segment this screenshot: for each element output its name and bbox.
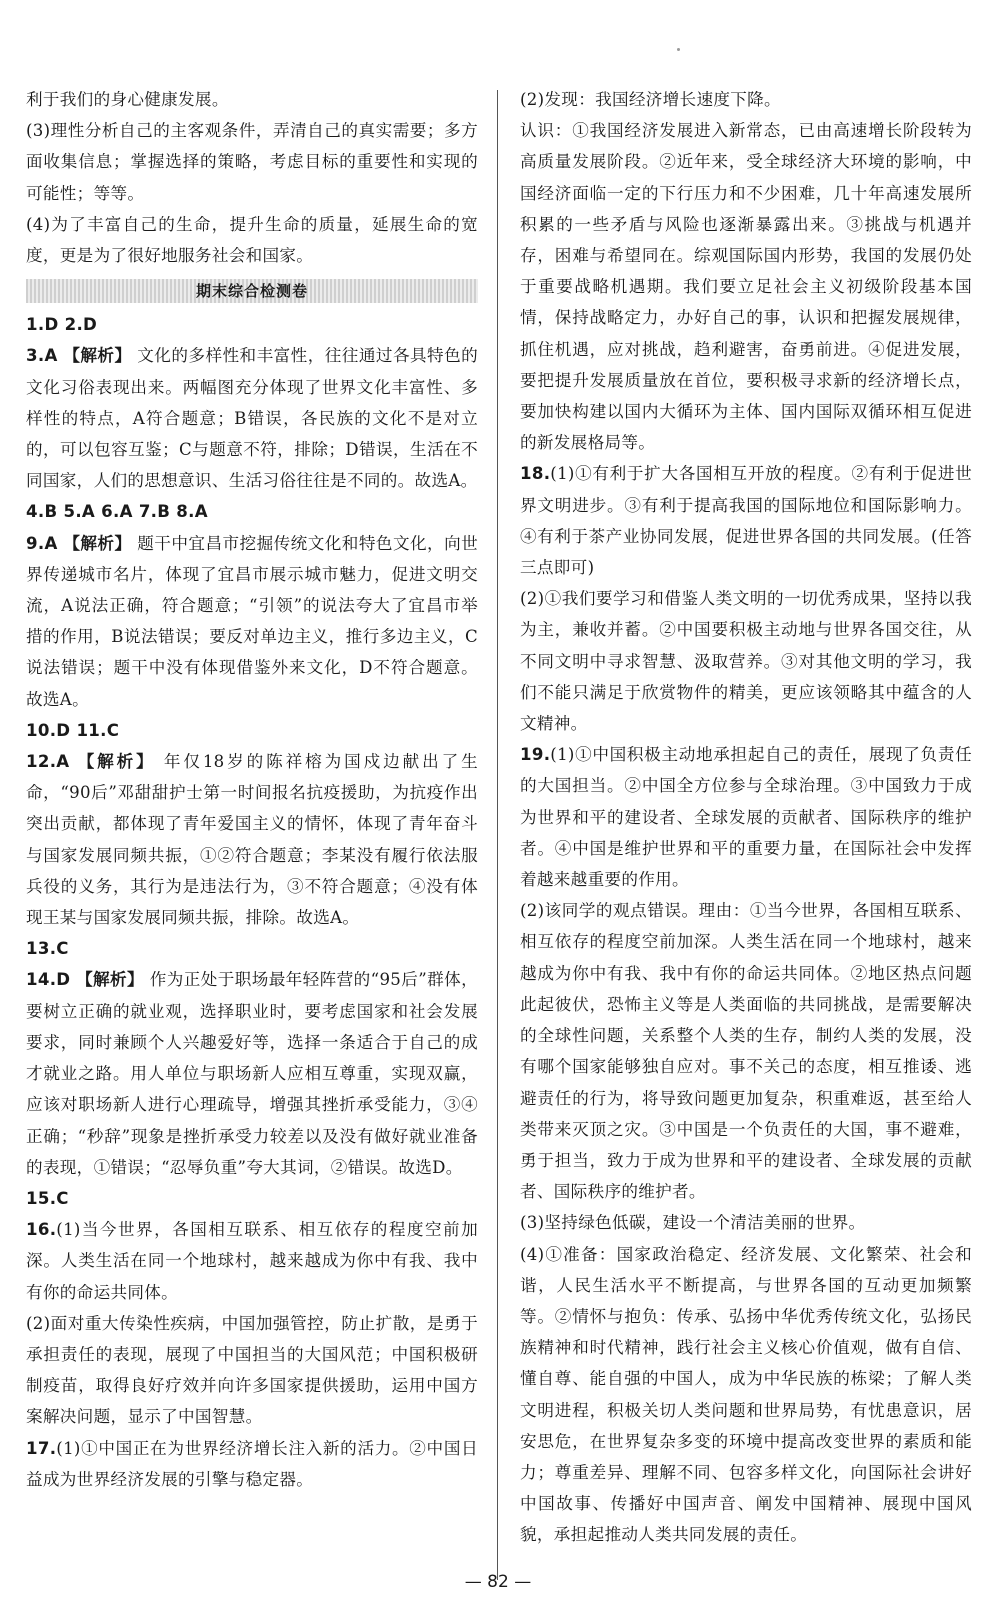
answer-text: (1)①中国积极主动地承担起自己的责任，展现了负责任的大国担当。②中国全方位参与全球治理。③中国致力于成为世界和平的建设者、全球发展的贡献者、国际秩序的维护者。④中国是维护世界和平的重要力量，在国际社会中发挥着越来越重要的作用。 bbox=[520, 745, 972, 890]
question-number: 9. bbox=[26, 533, 45, 553]
question-number: 10. bbox=[26, 720, 57, 740]
answer-paragraph: (3)坚持绿色低碳，建设一个清洁美丽的世界。 bbox=[520, 1213, 866, 1233]
question-number: 17. bbox=[26, 1438, 57, 1458]
answer-item bbox=[26, 933, 478, 964]
question-number: 15. bbox=[26, 1188, 57, 1208]
answer-choice: A bbox=[44, 346, 58, 366]
answer-item bbox=[26, 746, 478, 933]
question-number: 4. bbox=[26, 502, 45, 522]
answer-text: 文化的多样性和丰富性，往往通过各具特色的文化习俗表现出来。两幅图充分体现了世界文化丰富性、多样性的特点，A符合题意；B错误，各民族的文化不是对立的，可以包容互鉴；C与题意不符，排除；D错误，生活在不同国家，人们的思想意识、生活习俗往往是不同的。故选A。 bbox=[26, 346, 479, 491]
answer-paragraph: (2)①我们要学习和借鉴人类文明的一切优秀成果，坚持以我为主，兼收并蓄。②中国要积极主动地与世界各国交往，从不同文明中寻求智慧、汲取营养。③对其他文明的学习，我们不能只满足于欣赏物件的精美，更应该领略其中蕴含的人文精神。 bbox=[520, 589, 972, 734]
question-number: 14. bbox=[26, 970, 57, 990]
more-answers: 5.A 6.A 7.B 8.A bbox=[57, 502, 208, 522]
question-number: 18. bbox=[520, 464, 551, 484]
answer-text: (1)①有利于扩大各国相互开放的程度。②有利于促进世界文明进步。③有利于提高我国的国际地位和国际影响力。④有利于茶产业协同发展，促进世界各国的共同发展。(任答三点即可) bbox=[520, 464, 972, 578]
answer-choice: D bbox=[56, 720, 71, 740]
answer-choice: C bbox=[56, 1188, 69, 1208]
right-column bbox=[520, 84, 972, 1551]
answer-text: 作为正处于职场最年轻阵营的“95后”群体，要树立正确的就业观，选择职业时，要考虑国家和社会发展要求，同时兼顾个人兴趣爱好等，选择一条适合于自己的成才就业之路。用人单位与职场新人应相互尊重，实现双赢，应该对职场新人进行心理疏导，增强其挫折承受能力，③④正确；“秒辞”现象是挫折承受力较差以及没有做好就业准备的表现，①错误；“忍辱负重”夸大其词，②错误。故选D。 bbox=[26, 970, 479, 1177]
answer-item bbox=[26, 715, 478, 746]
answer-item bbox=[26, 528, 478, 715]
section-title: 期末综合检测卷 bbox=[195, 282, 308, 301]
answer-item bbox=[26, 1183, 478, 1214]
page-number: — 82 — bbox=[464, 1572, 532, 1592]
answer-choice: B bbox=[44, 502, 58, 522]
answer-choice: C bbox=[56, 939, 69, 959]
analysis-tag: 【解析】 bbox=[77, 752, 156, 772]
question-number: 16. bbox=[26, 1220, 57, 1240]
answer-text: 年仅18岁的陈祥榕为国戍边献出了生命，“90后”邓甜甜护士第一时间报名抗疫援助，为抗疫作出突出贡献，都体现了青年爱国主义的情怀，体现了青年奋斗与国家发展同频共振，①②符合题意；李某没有履行依法服兵役的义务，其行为是违法行为，③不符合题意；④没有体现王某与国家发展同频共振，排除。故选A。 bbox=[26, 752, 479, 928]
answer-choice: D bbox=[44, 315, 59, 335]
left-column bbox=[26, 84, 478, 1495]
answer-item bbox=[520, 458, 972, 583]
section-header-bar bbox=[26, 279, 478, 303]
answer-text: (1)当今世界，各国相互联系、相互依存的程度空前加深。人类生活在同一个地球村，越来越成为你中有我、我中有你的命运共同体。 bbox=[26, 1220, 478, 1302]
question-number: 1. bbox=[26, 315, 45, 335]
answer-item bbox=[26, 1214, 478, 1308]
answer-text: (1)①中国正在为世界经济增长注入新的活力。②中国日益成为世界经济发展的引擎与稳定器。 bbox=[26, 1438, 478, 1489]
answer-item bbox=[26, 340, 478, 496]
answer-paragraph: (2)面对重大传染性疾病，中国加强管控，防止扩散，是勇于承担责任的表现，展现了中国担当的大国风范；中国积极研制疫苗，取得良好疗效并向许多国家提供援助，运用中国方案解决问题，显示了中国智慧。 bbox=[26, 1313, 478, 1427]
answer-paragraph: (2)该同学的观点错误。理由：①当今世界，各国相互联系、相互依存的程度空前加深。人类生活在同一个地球村，越来越成为你中有我、我中有你的命运共同体。②地区热点问题此起彼伏，恐怖主义等是人类面临的共同挑战，是需要解决的全球性问题，关系整个人类的生存，制约人类的发展，没有哪个国家能够独自应对。事不关己的态度，相互推诿、逃避责任的行为，将导致问题更加复杂，积重难返，甚至给人类带来灭顶之灾。③中国是一个负责任的大国，事不避难，勇于担当，致力于成为世界和平的建设者、全球发展的贡献者、国际秩序的维护者。 bbox=[520, 901, 972, 1202]
question-number: 19. bbox=[520, 745, 551, 765]
answer-choice: D bbox=[56, 970, 71, 990]
question-number: 3. bbox=[26, 346, 45, 366]
analysis-tag: 【解析】 bbox=[63, 346, 132, 366]
answer-paragraph: (4)为了丰富自己的生命，提升生命的质量，延展生命的宽度，更是为了很好地服务社会和国家。 bbox=[26, 214, 478, 266]
analysis-tag: 【解析】 bbox=[63, 533, 132, 553]
more-answers: 11.C bbox=[70, 720, 120, 740]
question-number: 12. bbox=[26, 752, 57, 772]
answer-item bbox=[26, 964, 478, 1182]
answer-item bbox=[26, 1433, 478, 1495]
answer-paragraph: (3)理性分析自己的主客观条件，弄清自己的真实需要；多方面收集信息；掌握选择的策略，考虑目标的重要性和实现的可能性；等等。 bbox=[26, 121, 478, 203]
answer-paragraph: 认识：①我国经济发展进入新常态，已由高速增长阶段转为高质量发展阶段。②近年来，受全球经济大环境的影响，中国经济面临一定的下行压力和不少困难，几十年高速发展所积累的一些矛盾与风险也逐渐暴露出来。③挑战与机遇并存，困难与希望同在。综观国际国内形势，我国的发展仍处于重要战略机遇期。我们要立足社会主义初级阶段基本国情，保持战略定力，办好自己的事，认识和把握发展规律，抓住机遇，应对挑战，趋利避害，奋勇前进。④促进发展，要把提升发展质量放在首位，要积极寻求新的经济增长点，要加快构建以国内大循环为主体、国内国际双循环相互促进的新发展格局等。 bbox=[520, 121, 972, 453]
scan-dot bbox=[677, 48, 680, 51]
answer-paragraph: (4)①准备：国家政治稳定、经济发展、文化繁荣、社会和谐，人民生活水平不断提高，与世界各国的互动更加频繁等。②情怀与抱负：传承、弘扬中华优秀传统文化，弘扬民族精神和时代精神，践行社会主义核心价值观，做有自信、懂自尊、能自强的中国人，成为中华民族的栋梁；了解人类文明进程，积极关切人类问题和世界局势，有忧患意识，居安思危，在世界复杂多变的环境中提高改变世界的素质和能力；尊重差异、理解不同、包容多样文化，向国际社会讲好中国故事、传播好中国声音、阐发中国精神、展现中国风貌，承担起推动人类共同发展的责任。 bbox=[520, 1244, 972, 1545]
answer-text: 题干中宜昌市挖掘传统文化和特色文化，向世界传递城市名片，体现了宜昌市展示城市魅力，促进文明交流，A说法正确，符合题意；“引领”的说法夸大了宜昌市举措的作用，B说法错误；要反对单边主义，推行多边主义，C说法错误；题干中没有体现借鉴外来文化，D不符合题意。故选A。 bbox=[26, 533, 479, 709]
answer-paragraph: (2)发现：我国经济增长速度下降。 bbox=[520, 90, 781, 109]
answer-choice: A bbox=[44, 533, 58, 553]
answer-item bbox=[26, 496, 478, 527]
answer-item bbox=[26, 309, 478, 340]
more-answers: 2.D bbox=[58, 315, 98, 335]
answer-paragraph: 利于我们的身心健康发展。 bbox=[26, 90, 229, 109]
question-number: 13. bbox=[26, 939, 57, 959]
answer-item bbox=[520, 739, 972, 895]
analysis-tag: 【解析】 bbox=[76, 970, 145, 990]
column-divider bbox=[497, 90, 498, 1580]
answer-choice: A bbox=[56, 752, 70, 772]
